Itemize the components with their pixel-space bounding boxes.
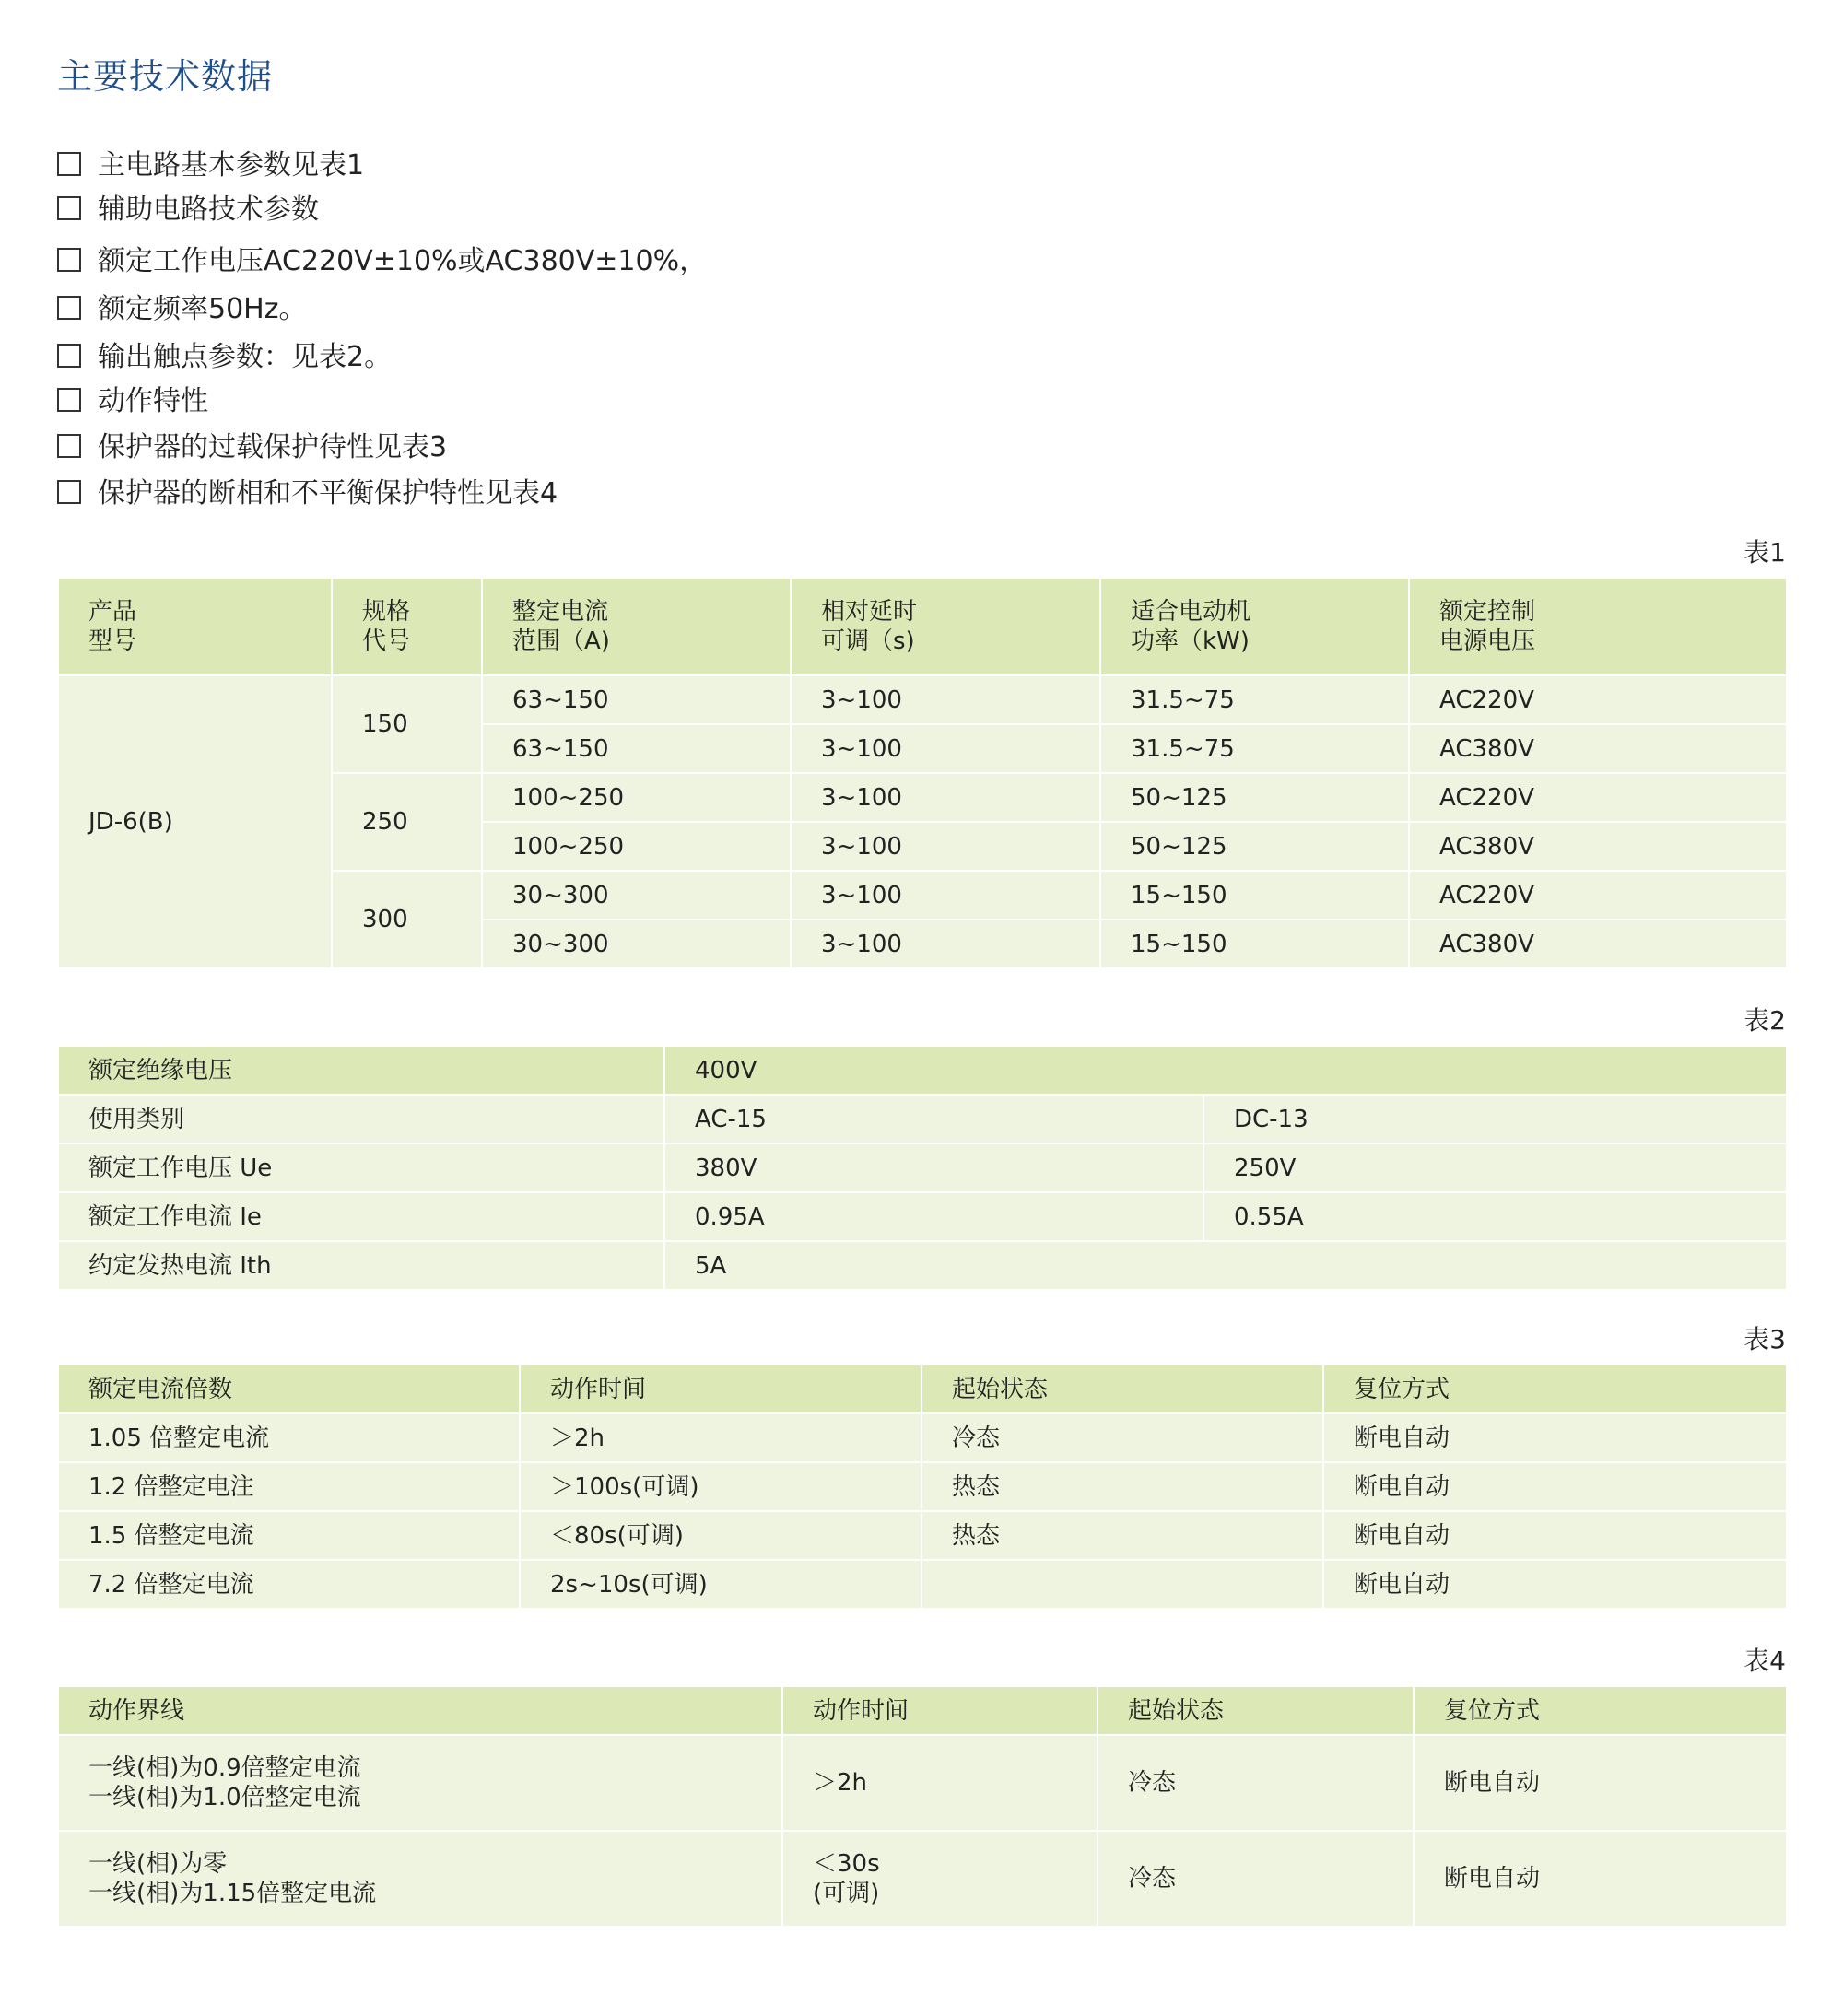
header-cell [58,578,332,675]
table-cell: 热态 [922,1511,1323,1560]
table-cell: AC220V [1409,871,1787,920]
table-cell: 50~125 [1100,773,1409,822]
table-cell: 3~100 [791,675,1100,724]
header-label: 产品 型号 [88,598,137,655]
checkbox-icon[interactable] [57,344,81,368]
table-cell: 15~150 [1100,920,1409,968]
checkbox-icon[interactable] [57,296,81,320]
table-cell: 100~250 [482,773,791,822]
header-cell [332,578,482,675]
table-cell: 63~150 [482,675,791,724]
checklist-item-label: 动作特性 [98,385,208,417]
table-cell: 31.5~75 [1100,724,1409,773]
output-contact-table [57,1045,1788,1291]
checklist-item-label: 输出触点参数：见表2。 [98,341,393,373]
checklist-item [57,147,364,184]
table-cell: 5A [664,1241,1787,1290]
table-cell: 额定绝缘电压 [58,1046,664,1095]
table-cell: 30~300 [482,871,791,920]
table-cell: 断电自动 [1414,1831,1787,1927]
checklist-item [57,291,306,328]
header-cell [1100,578,1409,675]
header-cell [791,578,1100,675]
table-cell: 额定工作电压 Ue [58,1143,664,1192]
table-cell: 3~100 [791,773,1100,822]
table-row [58,1560,1787,1609]
table-cell: 250V [1203,1143,1787,1192]
table-cell: 31.5~75 [1100,675,1409,724]
table-row [58,1143,1787,1192]
checkbox-icon[interactable] [57,248,81,272]
cell-text: ＞2h [813,1769,868,1797]
table-cell: 7.2 倍整定电流 [58,1560,520,1609]
table-row [58,1241,1787,1290]
table-cell: 15~150 [1100,871,1409,920]
checkbox-icon[interactable] [57,196,81,220]
overload-protection-table [57,1364,1788,1610]
table-header-row [58,1046,1787,1095]
model-cell: JD-6(B) [58,675,332,968]
table-header-row [58,1365,1787,1413]
table-cell: 30~300 [482,920,791,968]
table-cell: 断电自动 [1323,1462,1787,1511]
table-cell [782,1831,1098,1927]
checklist-item-label: 保护器的过载保护待性见表3 [98,431,448,463]
table-cell: 0.55A [1203,1192,1787,1241]
table-cell: AC-15 [664,1095,1203,1143]
table-row [58,1095,1787,1143]
table-cell [58,1831,782,1927]
table-row [58,1735,1787,1831]
table-cell: 1.5 倍整定电流 [58,1511,520,1560]
checklist-item-label: 额定频率50Hz。 [98,293,307,325]
header-cell: 复位方式 [1323,1365,1787,1413]
table-cell: AC380V [1409,822,1787,871]
table-row [58,1831,1787,1927]
checklist-item [57,192,319,229]
table1-caption: 表1 [1743,537,1786,568]
table-cell: 断电自动 [1323,1413,1787,1462]
table-cell: 约定发热电流 Ith [58,1241,664,1290]
header-cell: 复位方式 [1414,1686,1787,1735]
table-cell: ＜80s(可调) [520,1511,922,1560]
table-row [58,675,1787,724]
table-cell: 100~250 [482,822,791,871]
checklist-item-label: 辅助电路技术参数 [98,193,319,226]
spec-cell: 250 [332,773,482,871]
header-cell: 动作时间 [782,1686,1098,1735]
table-cell: AC220V [1409,675,1787,724]
table-cell: 冷态 [1098,1831,1414,1927]
table-cell: ＞100s(可调) [520,1462,922,1511]
header-label: 额定控制 电源电压 [1439,598,1536,655]
main-circuit-table [57,577,1788,969]
header-cell: 起始状态 [922,1365,1323,1413]
header-label: 适合电动机 功率（kW) [1131,598,1251,655]
table-cell [782,1735,1098,1831]
table-cell: 50~125 [1100,822,1409,871]
table-cell: 3~100 [791,871,1100,920]
table-cell: ＞2h [520,1413,922,1462]
checklist-item [57,429,447,466]
checkbox-icon[interactable] [57,152,81,176]
header-label: 相对延时 可调（s) [821,598,918,655]
cell-text: 一线(相)为零 一线(相)为1.15倍整定电流 [88,1850,377,1907]
header-cell [1409,578,1787,675]
table-cell: 断电自动 [1414,1735,1787,1831]
table-cell: 断电自动 [1323,1511,1787,1560]
table-cell: AC220V [1409,773,1787,822]
table-cell: 2s~10s(可调) [520,1560,922,1609]
checklist-item-label: 主电路基本参数见表1 [98,149,365,182]
checkbox-icon[interactable] [57,388,81,412]
table-cell: 额定工作电流 Ie [58,1192,664,1241]
table-cell: 冷态 [922,1413,1323,1462]
table-cell: AC380V [1409,920,1787,968]
table-row [58,1413,1787,1462]
checklist-item [57,243,707,280]
table-cell: 3~100 [791,822,1100,871]
table-header-row [58,1686,1787,1735]
header-label: 规格 代号 [362,598,411,655]
table-header-row [58,578,1787,675]
table-row [58,1462,1787,1511]
header-cell: 额定电流倍数 [58,1365,520,1413]
table-cell: 使用类别 [58,1095,664,1143]
table-cell: 3~100 [791,920,1100,968]
table-cell: 63~150 [482,724,791,773]
header-cell: 动作界线 [58,1686,782,1735]
header-cell: 动作时间 [520,1365,922,1413]
table-row [58,1192,1787,1241]
checkbox-icon[interactable] [57,480,81,504]
table-cell: 0.95A [664,1192,1203,1241]
table-cell: AC380V [1409,724,1787,773]
checklist-item [57,475,558,512]
table-cell: 断电自动 [1323,1560,1787,1609]
table2-caption: 表2 [1743,1005,1786,1036]
cell-text: 一线(相)为0.9倍整定电流 一线(相)为1.0倍整定电流 [88,1754,361,1811]
table3-caption: 表3 [1743,1324,1786,1354]
table-row [58,1511,1787,1560]
header-cell: 起始状态 [1098,1686,1414,1735]
table-cell [58,1735,782,1831]
table-cell: 400V [664,1046,1787,1095]
checklist-item-label: 保护器的断相和不平衡保护特性见表4 [98,477,558,510]
checklist-item-label: 额定工作电压AC220V±10%或AC380V±10%， [98,245,708,277]
checkbox-icon[interactable] [57,434,81,458]
spec-cell: 300 [332,871,482,968]
spec-cell: 150 [332,675,482,773]
table-cell: 冷态 [1098,1735,1414,1831]
phase-protection-table [57,1685,1788,1928]
header-label: 整定电流 范围（A) [512,598,610,655]
header-cell [482,578,791,675]
table-cell: 1.2 倍整定电注 [58,1462,520,1511]
table-cell: 380V [664,1143,1203,1192]
table-cell: DC-13 [1203,1095,1787,1143]
table-cell: 1.05 倍整定电流 [58,1413,520,1462]
table4-caption: 表4 [1743,1646,1786,1676]
checklist-item [57,339,392,376]
table-cell: 3~100 [791,724,1100,773]
table-cell [922,1560,1323,1609]
cell-text: ＜30s (可调) [813,1850,880,1907]
checklist-item [57,383,208,420]
table-cell: 热态 [922,1462,1323,1511]
page-title: 主要技术数据 [57,56,274,97]
